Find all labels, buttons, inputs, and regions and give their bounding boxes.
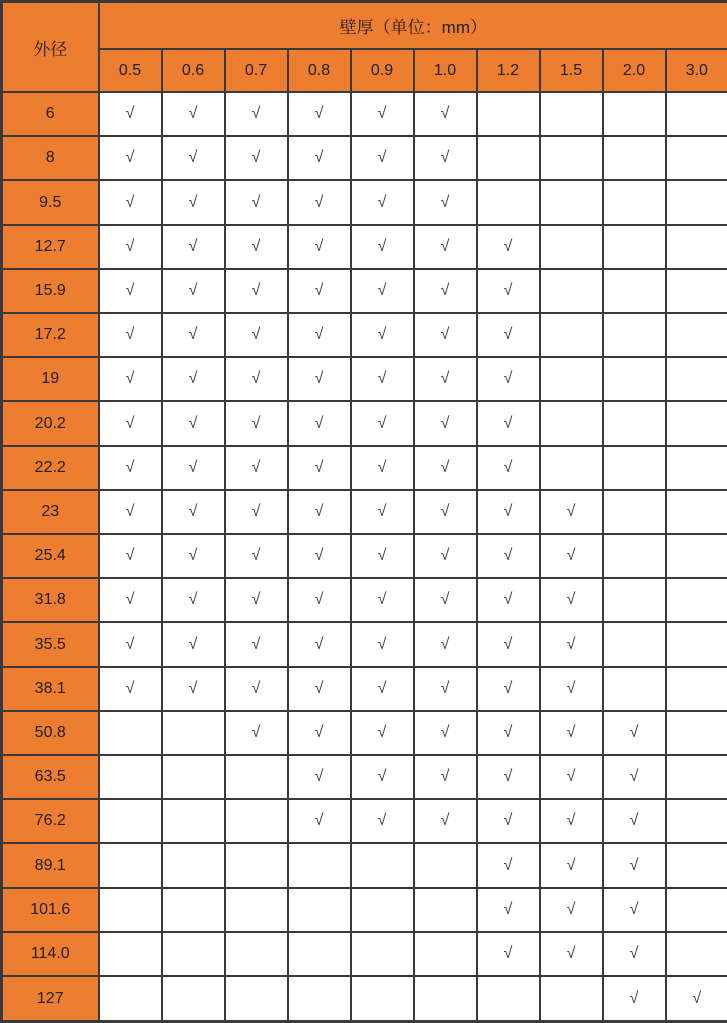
empty-cell bbox=[414, 976, 477, 1021]
empty-cell bbox=[666, 667, 727, 711]
check-cell: √ bbox=[414, 225, 477, 269]
check-cell: √ bbox=[477, 667, 540, 711]
check-cell: √ bbox=[162, 269, 225, 313]
empty-cell bbox=[540, 976, 603, 1021]
check-cell: √ bbox=[288, 225, 351, 269]
empty-cell bbox=[666, 92, 727, 136]
check-cell: √ bbox=[477, 711, 540, 755]
check-cell: √ bbox=[351, 446, 414, 490]
diameter-cell: 23 bbox=[2, 490, 99, 534]
check-cell: √ bbox=[603, 843, 666, 887]
empty-cell bbox=[225, 843, 288, 887]
check-cell: √ bbox=[99, 225, 162, 269]
check-cell: √ bbox=[414, 534, 477, 578]
check-cell: √ bbox=[288, 622, 351, 666]
check-cell: √ bbox=[288, 92, 351, 136]
check-cell: √ bbox=[225, 534, 288, 578]
check-cell: √ bbox=[477, 269, 540, 313]
empty-cell bbox=[540, 446, 603, 490]
check-cell: √ bbox=[225, 446, 288, 490]
check-cell: √ bbox=[288, 534, 351, 578]
empty-cell bbox=[414, 888, 477, 932]
check-cell: √ bbox=[99, 401, 162, 445]
check-cell: √ bbox=[603, 711, 666, 755]
check-cell: √ bbox=[225, 225, 288, 269]
table-row bbox=[2, 136, 727, 180]
check-cell: √ bbox=[288, 490, 351, 534]
empty-cell bbox=[99, 932, 162, 976]
empty-cell bbox=[666, 843, 727, 887]
diameter-cell: 6 bbox=[2, 92, 99, 136]
empty-cell bbox=[603, 180, 666, 224]
check-cell: √ bbox=[99, 136, 162, 180]
check-cell: √ bbox=[162, 446, 225, 490]
thickness-header-cell: 0.9 bbox=[351, 49, 414, 92]
check-cell: √ bbox=[225, 269, 288, 313]
table-row bbox=[2, 490, 727, 534]
check-cell: √ bbox=[477, 578, 540, 622]
check-cell: √ bbox=[414, 92, 477, 136]
empty-cell bbox=[225, 755, 288, 799]
check-cell: √ bbox=[414, 490, 477, 534]
diameter-cell: 31.8 bbox=[2, 578, 99, 622]
empty-cell bbox=[666, 136, 727, 180]
check-cell: √ bbox=[225, 711, 288, 755]
check-cell: √ bbox=[288, 446, 351, 490]
check-cell: √ bbox=[414, 711, 477, 755]
check-cell: √ bbox=[540, 711, 603, 755]
check-cell: √ bbox=[99, 667, 162, 711]
empty-cell bbox=[666, 225, 727, 269]
diameter-cell: 127 bbox=[2, 976, 99, 1021]
check-cell: √ bbox=[351, 357, 414, 401]
empty-cell bbox=[666, 534, 727, 578]
empty-cell bbox=[666, 932, 727, 976]
check-cell: √ bbox=[99, 578, 162, 622]
check-cell: √ bbox=[477, 490, 540, 534]
empty-cell bbox=[540, 313, 603, 357]
diameter-cell: 20.2 bbox=[2, 401, 99, 445]
empty-cell bbox=[603, 667, 666, 711]
diameter-cell: 15.9 bbox=[2, 269, 99, 313]
table-row bbox=[2, 799, 727, 843]
check-cell: √ bbox=[225, 92, 288, 136]
empty-cell bbox=[477, 136, 540, 180]
diameter-cell: 89.1 bbox=[2, 843, 99, 887]
empty-cell bbox=[225, 932, 288, 976]
empty-cell bbox=[162, 932, 225, 976]
check-cell: √ bbox=[477, 225, 540, 269]
empty-cell bbox=[162, 976, 225, 1021]
thickness-header-cell: 2.0 bbox=[603, 49, 666, 92]
check-cell: √ bbox=[414, 578, 477, 622]
thickness-header-cell: 0.7 bbox=[225, 49, 288, 92]
empty-cell bbox=[162, 843, 225, 887]
check-cell: √ bbox=[414, 269, 477, 313]
empty-cell bbox=[603, 313, 666, 357]
empty-cell bbox=[351, 843, 414, 887]
diameter-cell: 101.6 bbox=[2, 888, 99, 932]
check-cell: √ bbox=[288, 269, 351, 313]
table-row bbox=[2, 578, 727, 622]
table-row bbox=[2, 755, 727, 799]
check-cell: √ bbox=[99, 490, 162, 534]
empty-cell bbox=[540, 269, 603, 313]
empty-cell bbox=[603, 622, 666, 666]
diameter-cell: 76.2 bbox=[2, 799, 99, 843]
check-cell: √ bbox=[414, 401, 477, 445]
diameter-cell: 35.5 bbox=[2, 622, 99, 666]
check-cell: √ bbox=[540, 667, 603, 711]
empty-cell bbox=[603, 534, 666, 578]
empty-cell bbox=[603, 136, 666, 180]
group-header-row bbox=[2, 2, 727, 50]
check-cell: √ bbox=[351, 711, 414, 755]
check-cell: √ bbox=[225, 622, 288, 666]
thickness-header-row bbox=[2, 49, 727, 92]
empty-cell bbox=[666, 490, 727, 534]
check-cell: √ bbox=[414, 667, 477, 711]
check-cell: √ bbox=[288, 799, 351, 843]
empty-cell bbox=[288, 932, 351, 976]
empty-cell bbox=[603, 490, 666, 534]
empty-cell bbox=[414, 932, 477, 976]
diameter-cell: 38.1 bbox=[2, 667, 99, 711]
check-cell: √ bbox=[162, 225, 225, 269]
check-cell: √ bbox=[288, 711, 351, 755]
check-cell: √ bbox=[351, 225, 414, 269]
empty-cell bbox=[603, 269, 666, 313]
check-cell: √ bbox=[225, 578, 288, 622]
check-cell: √ bbox=[351, 622, 414, 666]
empty-cell bbox=[666, 446, 727, 490]
table-row bbox=[2, 711, 727, 755]
table-row bbox=[2, 357, 727, 401]
empty-cell bbox=[603, 446, 666, 490]
check-cell: √ bbox=[351, 755, 414, 799]
check-cell: √ bbox=[603, 755, 666, 799]
diameter-cell: 50.8 bbox=[2, 711, 99, 755]
diameter-cell: 9.5 bbox=[2, 180, 99, 224]
check-cell: √ bbox=[477, 888, 540, 932]
check-cell: √ bbox=[288, 401, 351, 445]
empty-cell bbox=[225, 888, 288, 932]
empty-cell bbox=[288, 976, 351, 1021]
empty-cell bbox=[477, 976, 540, 1021]
empty-cell bbox=[666, 313, 727, 357]
check-cell: √ bbox=[477, 357, 540, 401]
check-cell: √ bbox=[288, 755, 351, 799]
empty-cell bbox=[666, 622, 727, 666]
check-cell: √ bbox=[351, 136, 414, 180]
check-cell: √ bbox=[162, 180, 225, 224]
check-cell: √ bbox=[351, 799, 414, 843]
check-cell: √ bbox=[540, 490, 603, 534]
check-cell: √ bbox=[162, 92, 225, 136]
check-cell: √ bbox=[603, 976, 666, 1021]
check-cell: √ bbox=[540, 843, 603, 887]
check-cell: √ bbox=[288, 136, 351, 180]
diameter-cell: 22.2 bbox=[2, 446, 99, 490]
check-cell: √ bbox=[351, 401, 414, 445]
empty-cell bbox=[666, 888, 727, 932]
check-cell: √ bbox=[414, 136, 477, 180]
empty-cell bbox=[666, 269, 727, 313]
check-cell: √ bbox=[351, 490, 414, 534]
check-cell: √ bbox=[477, 932, 540, 976]
check-cell: √ bbox=[414, 180, 477, 224]
empty-cell bbox=[225, 976, 288, 1021]
check-cell: √ bbox=[351, 313, 414, 357]
check-cell: √ bbox=[540, 932, 603, 976]
check-cell: √ bbox=[99, 446, 162, 490]
check-cell: √ bbox=[414, 755, 477, 799]
diameter-cell: 8 bbox=[2, 136, 99, 180]
check-cell: √ bbox=[99, 92, 162, 136]
check-cell: √ bbox=[540, 622, 603, 666]
check-cell: √ bbox=[99, 269, 162, 313]
check-cell: √ bbox=[99, 180, 162, 224]
diameter-cell: 12.7 bbox=[2, 225, 99, 269]
thickness-header-cell: 0.5 bbox=[99, 49, 162, 92]
check-cell: √ bbox=[477, 534, 540, 578]
check-cell: √ bbox=[99, 534, 162, 578]
check-cell: √ bbox=[477, 755, 540, 799]
empty-cell bbox=[99, 711, 162, 755]
check-cell: √ bbox=[477, 446, 540, 490]
diameter-cell: 19 bbox=[2, 357, 99, 401]
check-cell: √ bbox=[99, 622, 162, 666]
check-cell: √ bbox=[414, 357, 477, 401]
empty-cell bbox=[99, 755, 162, 799]
check-cell: √ bbox=[288, 313, 351, 357]
empty-cell bbox=[603, 225, 666, 269]
table-row bbox=[2, 622, 727, 666]
check-cell: √ bbox=[288, 357, 351, 401]
empty-cell bbox=[666, 401, 727, 445]
check-cell: √ bbox=[414, 446, 477, 490]
check-cell: √ bbox=[225, 667, 288, 711]
empty-cell bbox=[540, 92, 603, 136]
empty-cell bbox=[666, 711, 727, 755]
check-cell: √ bbox=[288, 180, 351, 224]
empty-cell bbox=[666, 180, 727, 224]
check-cell: √ bbox=[603, 888, 666, 932]
check-cell: √ bbox=[414, 799, 477, 843]
empty-cell bbox=[540, 136, 603, 180]
empty-cell bbox=[351, 976, 414, 1021]
empty-cell bbox=[477, 180, 540, 224]
check-cell: √ bbox=[162, 667, 225, 711]
check-cell: √ bbox=[603, 932, 666, 976]
empty-cell bbox=[414, 843, 477, 887]
table-row bbox=[2, 932, 727, 976]
empty-cell bbox=[351, 932, 414, 976]
check-cell: √ bbox=[288, 667, 351, 711]
empty-cell bbox=[99, 888, 162, 932]
thickness-header-cell: 1.0 bbox=[414, 49, 477, 92]
thickness-header-cell: 3.0 bbox=[666, 49, 727, 92]
check-cell: √ bbox=[477, 622, 540, 666]
empty-cell bbox=[99, 976, 162, 1021]
table-row bbox=[2, 667, 727, 711]
check-cell: √ bbox=[351, 269, 414, 313]
empty-cell bbox=[540, 357, 603, 401]
empty-cell bbox=[162, 799, 225, 843]
check-cell: √ bbox=[351, 92, 414, 136]
check-cell: √ bbox=[477, 401, 540, 445]
table-row bbox=[2, 269, 727, 313]
check-cell: √ bbox=[162, 578, 225, 622]
table-row bbox=[2, 843, 727, 887]
check-cell: √ bbox=[477, 313, 540, 357]
table-row bbox=[2, 225, 727, 269]
check-cell: √ bbox=[477, 799, 540, 843]
empty-cell bbox=[99, 843, 162, 887]
empty-cell bbox=[603, 92, 666, 136]
empty-cell bbox=[225, 799, 288, 843]
empty-cell bbox=[540, 401, 603, 445]
check-cell: √ bbox=[162, 401, 225, 445]
check-cell: √ bbox=[666, 976, 727, 1021]
check-cell: √ bbox=[225, 180, 288, 224]
diameter-cell: 17.2 bbox=[2, 313, 99, 357]
check-cell: √ bbox=[162, 136, 225, 180]
check-cell: √ bbox=[162, 534, 225, 578]
empty-cell bbox=[351, 888, 414, 932]
check-cell: √ bbox=[351, 180, 414, 224]
table-row bbox=[2, 446, 727, 490]
table-row bbox=[2, 313, 727, 357]
empty-cell bbox=[540, 225, 603, 269]
check-cell: √ bbox=[162, 313, 225, 357]
check-cell: √ bbox=[162, 490, 225, 534]
empty-cell bbox=[666, 357, 727, 401]
table-row bbox=[2, 976, 727, 1021]
diameter-cell: 63.5 bbox=[2, 755, 99, 799]
outer-diameter-header: 外径 bbox=[2, 2, 99, 93]
check-cell: √ bbox=[225, 357, 288, 401]
empty-cell bbox=[666, 755, 727, 799]
check-cell: √ bbox=[351, 534, 414, 578]
empty-cell bbox=[603, 357, 666, 401]
check-cell: √ bbox=[99, 313, 162, 357]
check-cell: √ bbox=[225, 136, 288, 180]
empty-cell bbox=[99, 799, 162, 843]
empty-cell bbox=[666, 799, 727, 843]
table-row bbox=[2, 180, 727, 224]
check-cell: √ bbox=[351, 667, 414, 711]
check-cell: √ bbox=[540, 799, 603, 843]
empty-cell bbox=[288, 888, 351, 932]
check-cell: √ bbox=[540, 578, 603, 622]
thickness-header-cell: 0.6 bbox=[162, 49, 225, 92]
empty-cell bbox=[603, 578, 666, 622]
check-cell: √ bbox=[540, 888, 603, 932]
diameter-cell: 114.0 bbox=[2, 932, 99, 976]
table-row bbox=[2, 888, 727, 932]
empty-cell bbox=[162, 888, 225, 932]
empty-cell bbox=[603, 401, 666, 445]
empty-cell bbox=[162, 755, 225, 799]
empty-cell bbox=[162, 711, 225, 755]
check-cell: √ bbox=[288, 578, 351, 622]
check-cell: √ bbox=[351, 578, 414, 622]
check-cell: √ bbox=[414, 622, 477, 666]
check-cell: √ bbox=[540, 755, 603, 799]
check-cell: √ bbox=[477, 843, 540, 887]
table-row bbox=[2, 534, 727, 578]
check-cell: √ bbox=[225, 401, 288, 445]
check-cell: √ bbox=[225, 490, 288, 534]
thickness-header-cell: 1.5 bbox=[540, 49, 603, 92]
table-row bbox=[2, 92, 727, 136]
check-cell: √ bbox=[603, 799, 666, 843]
check-cell: √ bbox=[540, 534, 603, 578]
thickness-header-cell: 0.8 bbox=[288, 49, 351, 92]
check-cell: √ bbox=[162, 622, 225, 666]
check-cell: √ bbox=[225, 313, 288, 357]
wall-thickness-group-header: 壁厚（单位：mm） bbox=[99, 2, 727, 50]
empty-cell bbox=[666, 578, 727, 622]
empty-cell bbox=[540, 180, 603, 224]
diameter-cell: 25.4 bbox=[2, 534, 99, 578]
check-cell: √ bbox=[162, 357, 225, 401]
empty-cell bbox=[288, 843, 351, 887]
check-cell: √ bbox=[414, 313, 477, 357]
thickness-header-cell: 1.2 bbox=[477, 49, 540, 92]
empty-cell bbox=[477, 92, 540, 136]
check-cell: √ bbox=[99, 357, 162, 401]
table-row bbox=[2, 401, 727, 445]
